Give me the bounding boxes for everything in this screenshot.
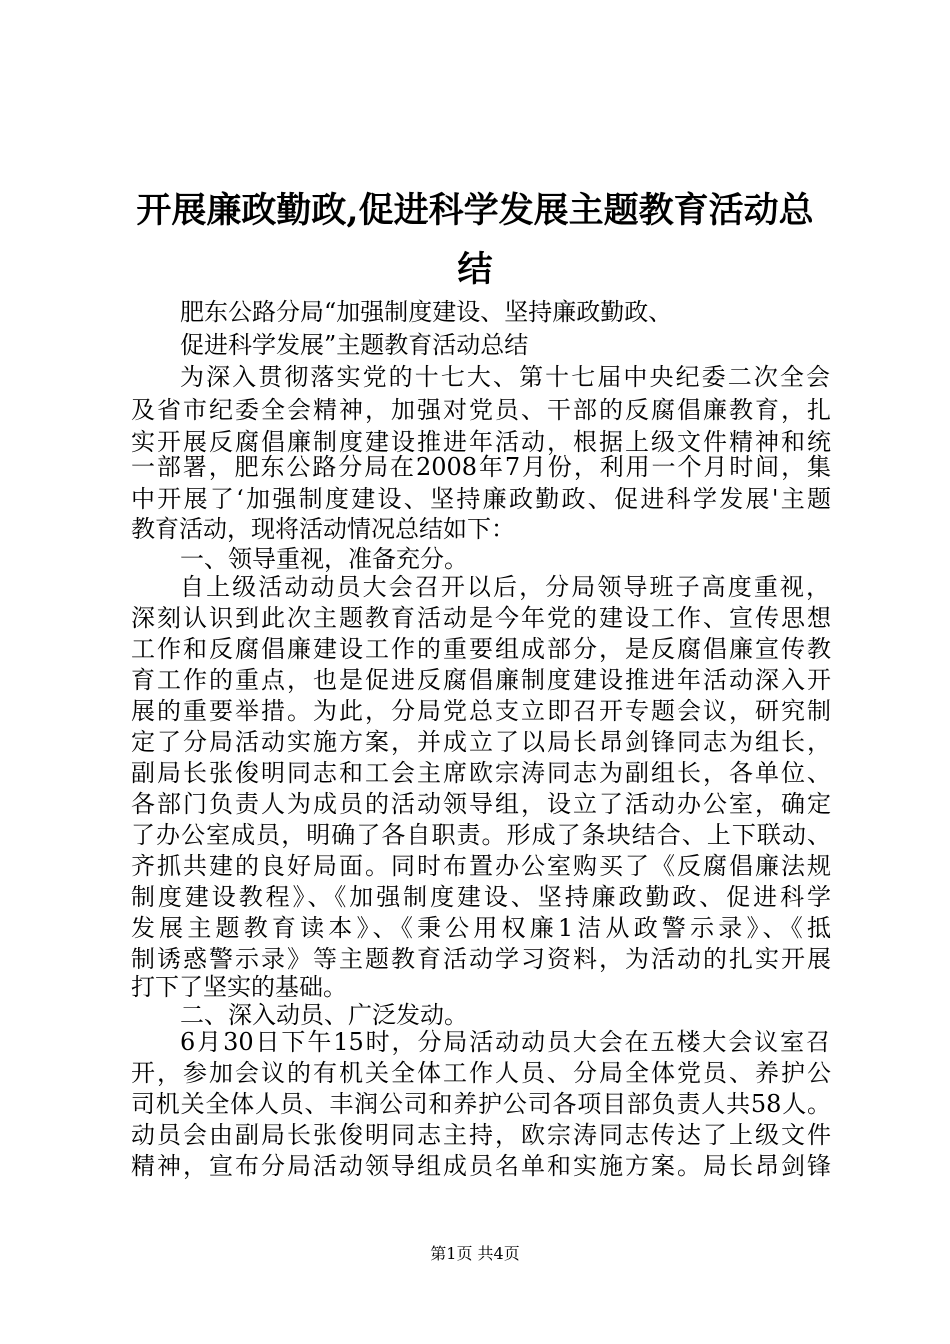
paragraph-line: 发展主题教育读本》、《秉公用权廉1洁从政警示录》、《抵 <box>131 914 831 942</box>
paragraph-line: 育工作的重点，也是促进反腐倡廉制度建设推进年活动深入开 <box>131 666 831 694</box>
paragraph-line: 各部门负责人为成员的活动领导组，设立了活动办公室，确定 <box>131 790 831 818</box>
paragraph-line: 展的重要举措。为此，分局党总支立即召开专题会议，研究制 <box>131 697 831 725</box>
paragraph-line: 及省市纪委全会精神，加强对党员、干部的反腐倡廉教育，扎 <box>131 396 831 424</box>
subtitle-line: 促进科学发展”主题教育活动总结 <box>180 331 529 359</box>
subtitle-line: 肥东公路分局“加强制度建设、坚持廉政勤政、 <box>180 298 673 326</box>
section-heading: 二、深入动员、广泛发动。 <box>180 1001 468 1029</box>
paragraph-line: 工作和反腐倡廉建设工作的重要组成部分，是反腐倡廉宣传教 <box>131 635 831 663</box>
paragraph-line: 制诱惑警示录》等主题教育活动学习资料，为活动的扎实开展 <box>131 945 831 973</box>
paragraph-line: 为深入贯彻落实党的十七大、第十七届中央纪委二次全会 <box>180 363 830 391</box>
paragraph-line: 一部署，肥东公路分局在2008年7月份，利用一个月时间，集 <box>131 453 831 481</box>
document-title-line-2: 结 <box>457 249 493 290</box>
document-title-line-1: 开展廉政勤政,促进科学发展主题教育活动总 <box>136 190 814 231</box>
paragraph-line: 自上级活动动员大会召开以后，分局领导班子高度重视， <box>180 573 830 601</box>
paragraph-line: 中开展了‘加强制度建设、坚持廉政勤政、促进科学发展'主题 <box>131 485 831 513</box>
paragraph-line: 实开展反腐倡廉制度建设推进年活动，根据上级文件精神和统 <box>131 428 831 456</box>
paragraph-line: 教育活动，现将活动情况总结如下： <box>131 515 515 543</box>
paragraph-line: 深刻认识到此次主题教育活动是今年党的建设工作、宣传思想 <box>131 604 831 632</box>
paragraph-line: 了办公室成员，明确了各自职责。形成了条块结合、上下联动、 <box>131 821 831 849</box>
paragraph-line: 动员会由副局长张俊明同志主持，欧宗涛同志传达了上级文件 <box>131 1121 831 1149</box>
paragraph-line: 制度建设教程》、《加强制度建设、坚持廉政勤政、促进科学 <box>131 883 831 911</box>
paragraph-line: 司机关全体人员、丰润公司和养护公司各项目部负责人共58人。 <box>131 1090 831 1118</box>
paragraph-line: 开，参加会议的有机关全体工作人员、分局全体党员、养护公 <box>131 1059 831 1087</box>
paragraph-line: 副局长张俊明同志和工会主席欧宗涛同志为副组长，各单位、 <box>131 759 831 787</box>
paragraph-line: 精神，宣布分局活动领导组成员名单和实施方案。局长昂剑锋 <box>131 1152 831 1180</box>
paragraph-line: 打下了坚实的基础。 <box>131 973 347 1001</box>
page-footer: 第1页 共4页 <box>430 1244 520 1263</box>
paragraph-line: 6月30日下午15时，分局活动动员大会在五楼大会议室召 <box>180 1028 830 1056</box>
paragraph-line: 定了分局活动实施方案，并成立了以局长昂剑锋同志为组长， <box>131 728 831 756</box>
section-heading: 一、领导重视，准备充分。 <box>180 545 468 573</box>
paragraph-line: 齐抓共建的良好局面。同时布置办公室购买了《反腐倡廉法规 <box>131 852 831 880</box>
